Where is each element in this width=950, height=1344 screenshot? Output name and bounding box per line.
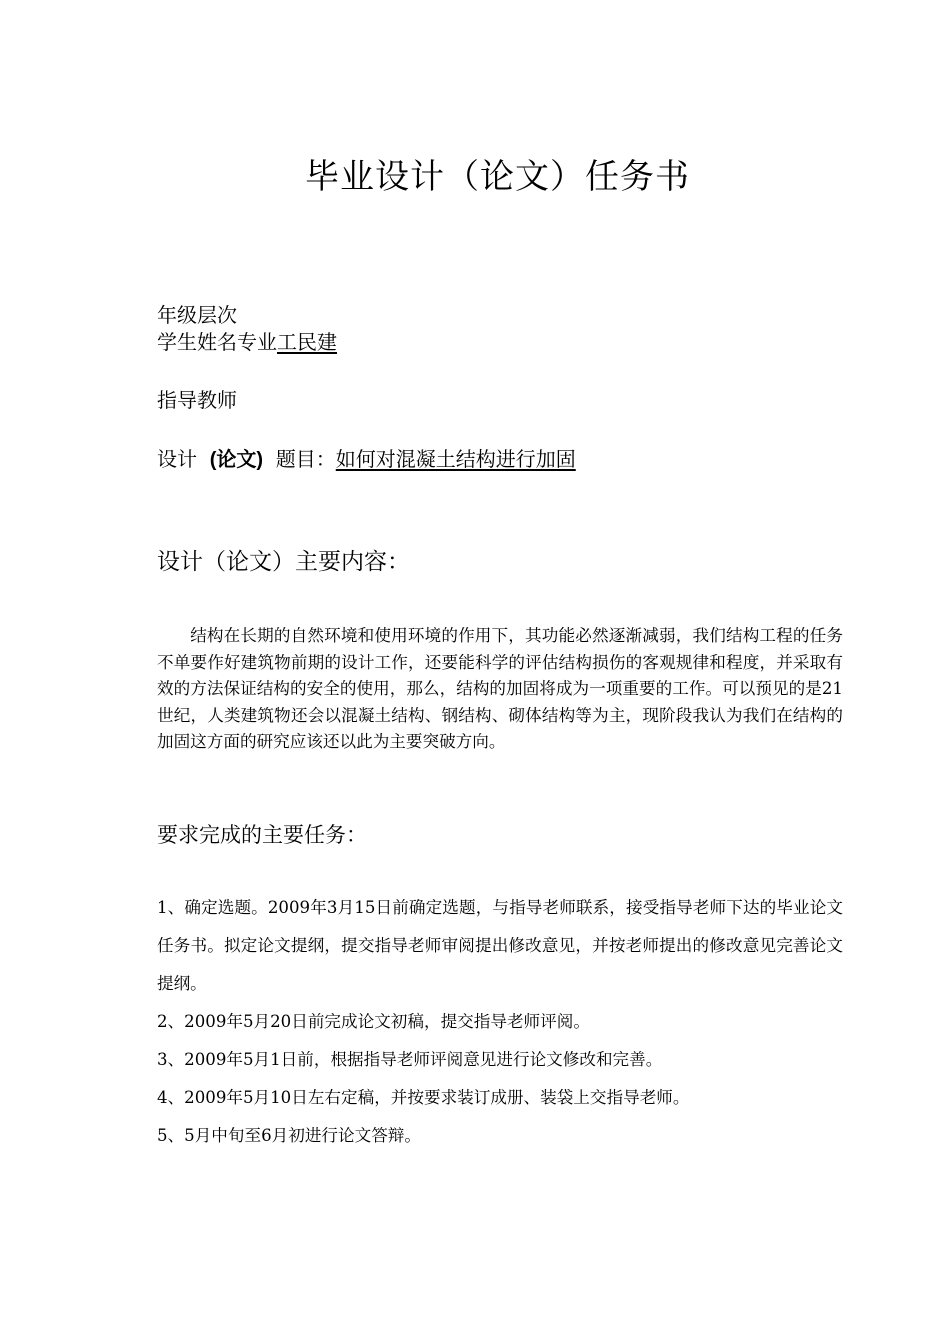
task-item: 3、2009年5月1日前，根据指导老师评阅意见进行论文修改和完善。 (157, 1050, 663, 1069)
topic-value: 如何对混凝土结构进行加固 (335, 447, 576, 471)
major-label: 专业 (237, 330, 277, 354)
task-list (157, 889, 843, 1155)
topic-line (157, 445, 576, 474)
main-content-heading: 设计（论文）主要内容： (157, 549, 410, 575)
task-item: 4、2009年5月10日左右定稿，并按要求装订成册、装袋上交指导老师。 (157, 1088, 690, 1107)
tasks-heading: 要求完成的主要任务： (157, 823, 367, 847)
student-name-label: 学生姓名 (157, 330, 237, 354)
document-title: 毕业设计（论文）任务书 (305, 157, 690, 197)
task-item: 1、确定选题。2009年3月15日前确定选题，与指导老师联系，接受指导老师下达的毕业论文任务书。拟定论文提纲，提交指导老师审阅提出修改意见，并按老师提出的修改意见完善论文提纲。 (157, 898, 843, 993)
topic-label-title: 题目： (275, 447, 336, 471)
major-value: 工民建 (277, 330, 337, 354)
task-item: 2、2009年5月20日前完成论文初稿，提交指导老师评阅。 (157, 1012, 590, 1031)
student-info-line (157, 328, 337, 356)
topic-label-thesis: (论文) (209, 449, 264, 471)
task-item: 5、5月中旬至6月初进行论文答辩。 (157, 1126, 421, 1145)
main-content-paragraph: 结构在长期的自然环境和使用环境的作用下，其功能必然逐渐减弱，我们结构工程的任务不单要作好建筑物前期的设计工作，还要能科学的评估结构损伤的客观规律和程度，并采取有效的方法保证结构的安全的使用，那么，结构的加固将成为一项重要的工作。可以预见的是21世纪，人类建筑物还会以混凝土结构、钢结构、砌体结构等为主，现阶段我认为我们在结构的加固这方面的研究应该还以此为主要突破方向。 (157, 626, 843, 752)
advisor-label: 指导教师 (157, 388, 237, 412)
grade-level-label: 年级层次 (157, 303, 237, 327)
topic-label-design: 设计 (157, 447, 197, 471)
